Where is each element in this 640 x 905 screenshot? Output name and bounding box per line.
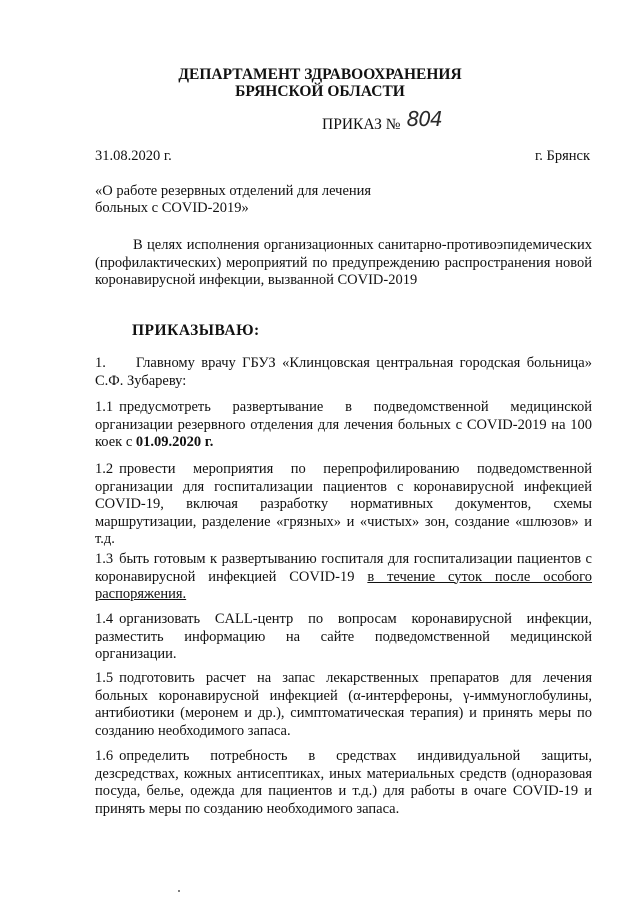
scan-speck: [178, 890, 180, 892]
item-1-number: 1.: [95, 355, 106, 371]
item-1-1-date: 01.09.2020 г.: [135, 434, 214, 450]
item-1-4: [95, 611, 592, 664]
department-title-line1: ДЕПАРТАМЕНТ ЗДРАВООХРАНЕНИЯ: [178, 66, 462, 83]
department-title-line2: БРЯНСКОЙ ОБЛАСТИ: [235, 83, 405, 100]
item-1-4-text: организовать CALL-центр по вопросам коронавирусной инфекции, разместить информацию на сайте подведомственной медицинской организации.: [95, 611, 592, 662]
item-1-text: Главному врачу ГБУЗ «Клинцовская центральная городская больница» С.Ф. Зубареву:: [95, 355, 592, 389]
order-word: ПРИКАЗЫВАЮ:: [132, 322, 260, 339]
item-1-3-text: быть готовым к развертыванию госпиталя для госпитализации пациентов с коронавирусной инфекцией COVID-19: [95, 551, 592, 585]
item-1-1-text: предусмотреть развертывание в подведомственной медицинской организации резервного отделения для лечения больных с COVID-2019 на 100 коек с: [95, 399, 592, 450]
item-1-3-number: 1.3: [95, 551, 114, 567]
order-city: г. Брянск: [534, 148, 590, 164]
item-1-2-number: 1.2: [95, 461, 114, 477]
item-1-2-text: провести мероприятия по перепрофилированию подведомственной организации для госпитализации пациентов с коронавирусной инфекцией COVID-19, включая разработку нормативных документов, схемы маршрутизации, разделение «грязных» и «чистых» зон, создание «шлюзов» и т.д.: [95, 461, 592, 547]
item-1-3: [95, 551, 592, 604]
order-heading: [322, 107, 442, 134]
item-1-6-number: 1.6: [95, 748, 114, 764]
item-1-5: [95, 670, 592, 740]
item-1-6: [95, 748, 592, 818]
item-1-5-number: 1.5: [95, 670, 114, 686]
item-1-1: [95, 399, 592, 452]
preamble-paragraph: В целях исполнения организационных санитарно-противоэпидемических (профилактических) мероприятий по предупреждению распространения новой коронавирусной инфекции, вызванной COVID-2019: [95, 237, 592, 288]
order-label: ПРИКАЗ №: [322, 116, 401, 133]
order-date: 31.08.2020 г.: [95, 148, 172, 164]
item-1-1-number: 1.1: [95, 399, 114, 415]
item-1-6-text: определить потребность в средствах индивидуальной защиты, дезсредствах, кожных антисептиках, иных материальных средств (одноразовая посуда, белье, одежда для пациентов и т.д.) для работы в очаге COVID-19 и принять меры по созданию необходимого запаса.: [95, 748, 592, 817]
item-1-3-underlined: в течение суток после особого распоряжения.: [95, 568, 592, 602]
item-1: [95, 355, 592, 390]
item-1-4-number: 1.4: [95, 611, 114, 627]
order-subject: «О работе резервных отделений для лечения больных с COVID-2019»: [95, 183, 372, 216]
item-1-2: [95, 461, 592, 549]
item-1-5-text: подготовить расчет на запас лекарственных препаратов для лечения больных коронавирусной инфекцией (α-интерфероны, γ-иммуноглобулины, антибиотики (меронем и др.), симптоматическая терапия) и принять меры по созданию необходимого запаса.: [95, 670, 592, 739]
order-number-handwritten: 804: [406, 107, 442, 131]
